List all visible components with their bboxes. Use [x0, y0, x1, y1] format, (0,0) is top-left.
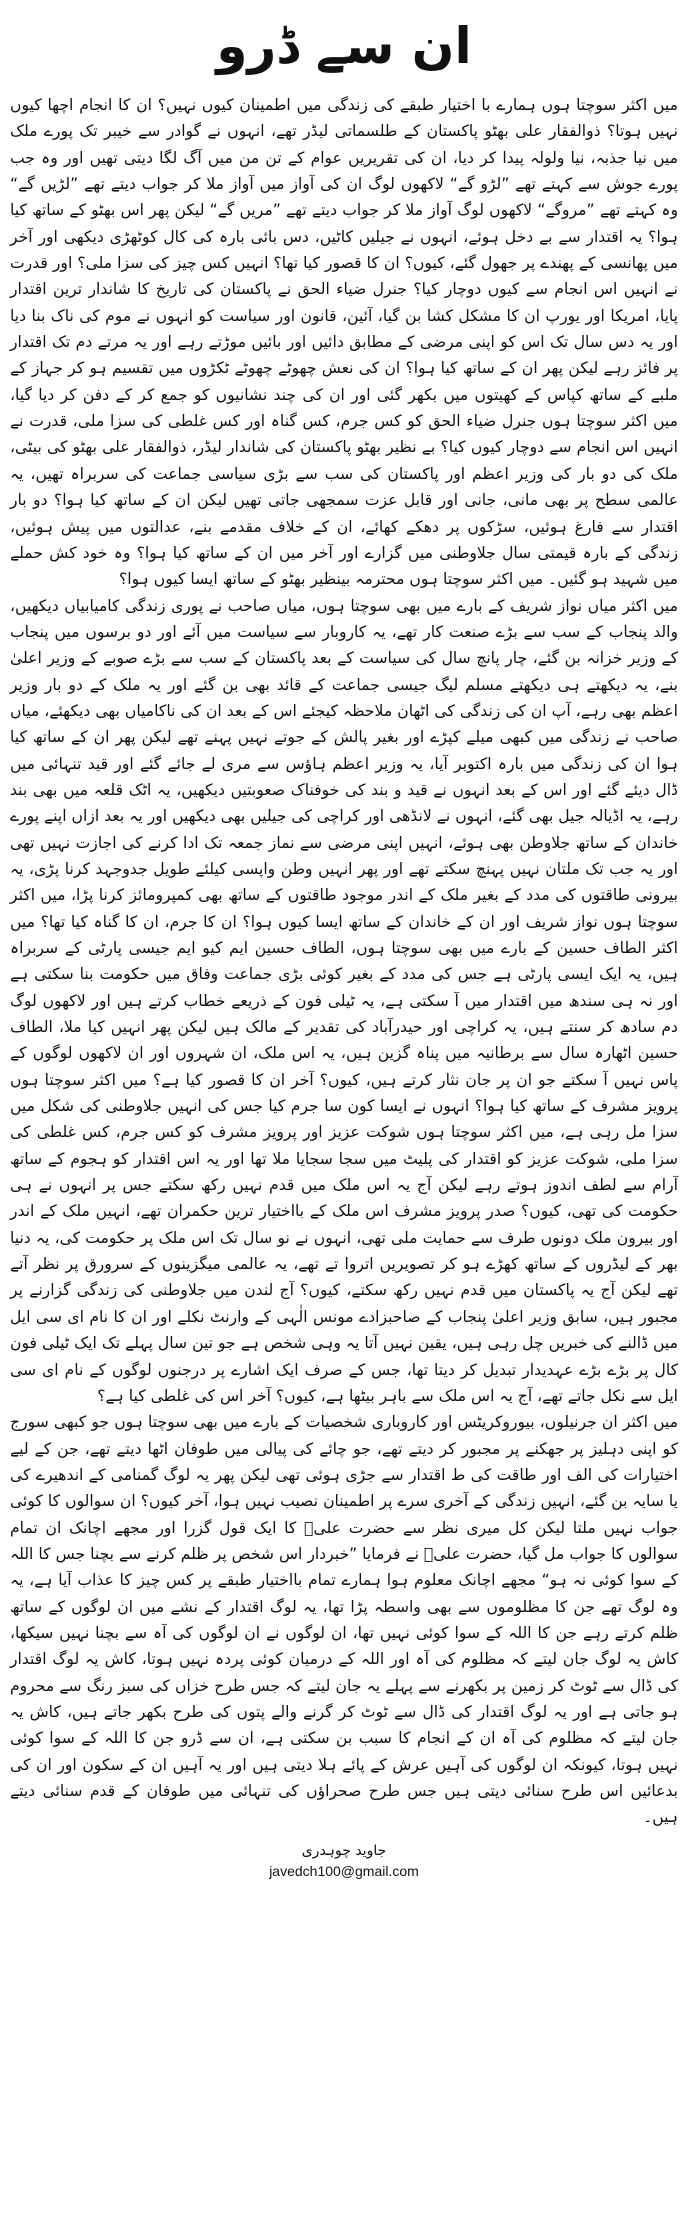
title-area [10, 6, 678, 86]
author-name: جاوید چوہدری [301, 1842, 387, 1859]
column-body [10, 92, 678, 1831]
signature-block [10, 1841, 678, 1881]
body-paragraph: میں اکثر میاں نواز شریف کے بارے میں بھی سوچتا ہوں، میاں صاحب نے پوری زندگی کامیابیاں دیکھیں، والد پنجاب کے سب سے بڑے صنعت کار تھے، یہ کاروبار سے سیاست میں آئے اور دو برسوں میں پنجاب کے وزیر خزانہ بن گئے، چار پانچ سال کی سیاست کے بعد پاکستان کے سب سے بڑے صوبے کے وزیر اعلیٰ بنے، یہ دیکھتے ہی دیکھتے مسلم لیگ جیسی جماعت کے قائد بھی بن گئے اور یہ ملک کے دو بار وزیر اعظم بھی رہے، آپ ان کی زندگی کی اٹھان ملاحظہ کیجئے اس کے بعد ان کی ناکامیاں بھی دیکھئے، میاں صاحب نے زندگی میں کبھی میلے کپڑے اور بغیر پالش کے جوتے نہیں پہنے تھے لیکن پھر ان کے ساتھ کیا ہوا ان کی زندگی میں بارہ اکتوبر آیا، یہ وزیر اعظم ہاؤس سے مری لے جائے گئے اور قید تنہائی میں ڈال دیئے گئے اور اس کے بعد انہوں نے قید و بند کی خوفناک صعوبتیں دیکھیں، یہ اٹک قلعہ میں بھی بند رہے، یہ اڈیالہ جیل بھی گئے، انہوں نے لانڈھی اور کراچی کی جیلیں بھی دیکھیں اور یہ بعد ازاں اپنے پورے خاندان کے ساتھ جلاوطن بھی ہوئے، انہیں اپنی مرضی سے نماز جمعہ تک ادا کرنے کی اجازت نہیں تھی اور یہ جب تک ملتان نہیں پہنچ سکتے تھے اور پھر انہیں وطن واپسی کیلئے طویل جدوجہد کرنا پڑی، یہ بیرونی طاقتوں کی مدد کے بغیر ملک کے اندر موجود طاقتوں کے ساتھ بھی کمپرومائز کرنا پڑا، میں اکثر سوچتا ہوں نواز شریف اور ان کے خاندان کے ساتھ ایسا کیوں ہوا؟ ان کا جرم، ان کا گناہ کیا تھا؟ میں اکثر الطاف حسین کے بارے میں بھی سوچتا ہوں، الطاف حسین ایم کیو ایم جیسی پارٹی کے سربراہ ہیں، یہ ایک ایسی پارٹی ہے جس کی مدد کے بغیر کوئی بڑی جماعت وفاق میں حکومت بنا سکتی ہے اور نہ ہی سندھ میں اقتدار میں آ سکتی ہے، یہ ٹیلی فون کے ذریعے خطاب کرتے ہیں اور لاکھوں لوگ دم سادھ کر سنتے ہیں، یہ کراچی اور حیدرآباد کی تقدیر کے مالک ہیں لیکن پھر انہیں کیا ملا، الطاف حسین اٹھارہ سال سے برطانیہ میں پناہ گزین ہیں، یہ اس ملک، ان شہروں اور ان لاکھوں لوگوں کے پاس نہیں آ سکتے جو ان پر جان نثار کرتے ہیں، کیوں؟ آخر ان کا قصور کیا ہے؟ میں اکثر سوچتا ہوں پرویز مشرف کے ساتھ کیا ہوا؟ انہوں نے ایسا کون سا جرم کیا جس کی انہیں جلاوطنی کی شکل میں سزا مل رہی ہے، میں اکثر سوچتا ہوں شوکت عزیز اور پرویز مشرف کو کس جرم، کس غلطی کی سزا ملی، شوکت عزیز کو اقتدار کی پلیٹ میں سجا سجایا ملا تھا اور یہ اس اقتدار کو ہجوم کے ساتھ آرام سے لطف اندوز ہوتے رہے لیکن آج یہ اس ملک میں قدم نہیں رکھ سکتے جس پر انہوں نے ہی حکومت کی تھی، کیوں؟ صدر پرویز مشرف اس ملک کے بااختیار ترین حکمران تھے، انہیں ملک کے اندر اور بیرون ملک دونوں طرف سے حمایت ملی تھی، انہوں نے نو سال تک اس ملک پر حکومت کی، یہ دنیا بھر کے لیڈروں کے ساتھ کھڑے ہو کر تصویریں اتروا تے تھے، یہ عالمی میگزینوں کے سرورق پر نظر آتے تھے لیکن آج یہ پاکستان میں قدم نہیں رکھ سکتے، کیوں؟ آج لندن میں جلاوطنی کی زندگی گزارنے پر مجبور ہیں، سابق وزیر اعلیٰ پنجاب کے صاحبزادے مونس الٰہی کے وارنٹ نکلے اور ان کا نام ای سی ایل میں ڈالنے کی خبریں چل رہی ہیں، یقین نہیں آتا یہ وہی شخص ہے جو تین سال پہلے تک ایک ٹیلی فون کال پر بڑے بڑے عہدیدار تبدیل کر دیتا تھا، جس کے صرف ایک اشارے پر درجنوں لوگوں کے نام ای سی ایل سے نکل جاتے تھے، آج یہ اس ملک سے باہر بیٹھا ہے، کیوں؟ آخر اس کی غلطی کیا ہے؟ [10, 596, 678, 1405]
body-paragraph: میں اکثر ان جرنیلوں، بیوروکریٹس اور کاروباری شخصیات کے بارے میں بھی سوچتا ہوں جو کبھی سورج کو اپنی دہلیز پر جھکنے پر مجبور کر دیتے تھے، جو چائے کی پیالی میں طوفان اٹھا دیتے تھے، جن کے لیے اختیارات کی الف اور طاقت کی ط اقتدار سے جڑی ہوئی تھی لیکن پھر یہ لوگ گمنامی کے اندھیرے کی یا سایہ بن گئے، انہیں زندگی کے آخری سرے پر اطمینان نصیب نہیں ہوا، آخر کیوں؟ ان سوالوں کا کوئی جواب نہیں ملتا لیکن کل میری نظر سے حضرت علیؓ کا ایک قول گزرا اور مجھے اچانک ان تمام سوالوں کا جواب مل گیا، حضرت علیؓ نے فرمایا ”خبردار اس شخص پر ظلم کرنے سے بچنا جس کا اللہ کے سوا کوئی نہ ہو“ مجھے اچانک معلوم ہوا ہمارے تمام بااختیار طبقے پر کس چیز کا عذاب آیا ہے، یہ وہ لوگ تھے جن کا مظلوموں سے بھی واسطہ پڑا تھا، یہ لوگ اقتدار کے نشے میں ان لوگوں کے ساتھ ظلم کرتے رہے جن کا اللہ کے سوا کوئی نہیں تھا، ان لوگوں نے ان لوگوں کی آہ سے بچنا نہیں سیکھا، کاش یہ لوگ جان لیتے کہ مظلوم کی آہ اور اللہ کے درمیان کوئی پردہ نہیں ہوتا، کاش یہ لوگ اقتدار کی ڈال سے ٹوٹ کر زمین پر بکھرنے سے پہلے یہ جان لیتے کہ جس طرح خزاں کی سبز رنگ سے محروم ہو جاتی ہے اور یہ لوگ اقتدار کی ڈال سے ٹوٹ کر گرنے والے پتوں کی طرح بکھر جاتے ہیں، کاش یہ جان لیتے کہ مظلوم کی آہ ان کے انجام کا سبب بن سکتی ہے، ان سے ڈرو جن کا اللہ کے سوا کوئی نہیں ہوتا، کیونکہ ان لوگوں کی آہیں عرش کے پائے ہلا دیتی ہیں اور یہ آہیں ان کے سکون اور ان کی بدعائیں اس طرح سنائی دیتی ہیں جس طرح صحراؤں کی تنہائی میں طوفان کے قدم سنائی دیتے ہیں۔ [10, 1413, 678, 1827]
body-paragraph: میں اکثر سوچتا ہوں ہمارے با اختیار طبقے کی زندگی میں اطمینان کیوں نہیں؟ ان کا انجام اچھا کیوں نہیں ہوتا؟ ذوالفقار علی بھٹو پاکستان کے طلسماتی لیڈر تھے، انہوں نے گوادر سے خیبر تک پورے ملک میں نیا جذبہ، نیا ولولہ پیدا کر دیا، ان کی تقریریں عوام کے تن من میں آگ لگا دیتی تھیں اور وہ جب پورے جوش سے کہتے تھے ”لڑو گے“ لاکھوں لوگ ان کی آواز میں آواز ملا کر جواب دیتے تھے ”لڑیں گے“ وہ کہتے تھے ”مروگے“ لاکھوں لوگ آواز ملا کر جواب دیتے تھے ”مریں گے“ لیکن پھر اس بھٹو کے ساتھ کیا ہوا؟ یہ اقتدار سے بے دخل ہوئے، انہوں نے جیلیں کاٹیں، دس بائی بارہ کی کال کوٹھڑی دیکھی اور آخر میں پھانسی کے پھندے پر جھول گئے، کیوں؟ ان کا قصور کیا تھا؟ انہیں کس چیز کی سزا ملی؟ اور قدرت نے انہیں اس انجام سے کیوں دوچار کیا؟ جنرل ضیاء الحق نے پاکستان کی تاریخ کا شاندار ترین اقتدار پایا، امریکا اور یورپ ان کا مشکل کشا بن گیا، آئین، قانون اور سیاست کو انہوں نے موم کی ناک بنا دیا اور یہ دس سال تک اس کو اپنی مرضی کے مطابق دائیں اور بائیں موڑتے رہے اور یہ مرتے دم تک اقتدار پر فائز رہے لیکن پھر ان کے ساتھ کیا ہوا؟ ان کی نعش چھوٹے چھوٹے ٹکڑوں میں تقسیم ہو کر جہاز کے ملبے کے ساتھ کپاس کے کھیتوں میں بکھر گئی اور ان کی چند نشانیوں کو جمع کر کے دفن کر دیا گیا، میں اکثر سوچتا ہوں جنرل ضیاء الحق کو کس جرم، کس گناہ اور کس غلطی کی سزا ملی، قدرت نے انہیں اس انجام سے دوچار کیوں کیا؟ بے نظیر بھٹو پاکستان کی شاندار لیڈر، ذوالفقار علی بھٹو کی بیٹی، ملک کی دو بار کی وزیر اعظم اور پاکستان کی سب سے بڑی سیاسی جماعت کی سربراہ تھیں، یہ عالمی سطح پر بھی مانی، جانی اور قابل عزت سمجھی جاتی تھیں لیکن ان کے ساتھ کیا ہوا؟ دو بار اقتدار سے فارغ ہوئیں، سڑکوں پر دھکے کھائے، ان کے خلاف مقدمے بنے، عدالتوں میں پیش ہوئیں، زندگی کے بارہ قیمتی سال جلاوطنی میں گزارے اور آخر میں ان کے ساتھ کیا ہوا؟ وہ خود کش حملے میں شہید ہو گئیں۔ میں اکثر سوچتا ہوں محترمہ بینظیر بھٹو کے ساتھ ایسا کیوں ہوا؟ [10, 96, 678, 589]
author-email: javedch100@gmail.com [269, 1862, 419, 1879]
column-title: ان سے ڈرو [216, 17, 472, 75]
